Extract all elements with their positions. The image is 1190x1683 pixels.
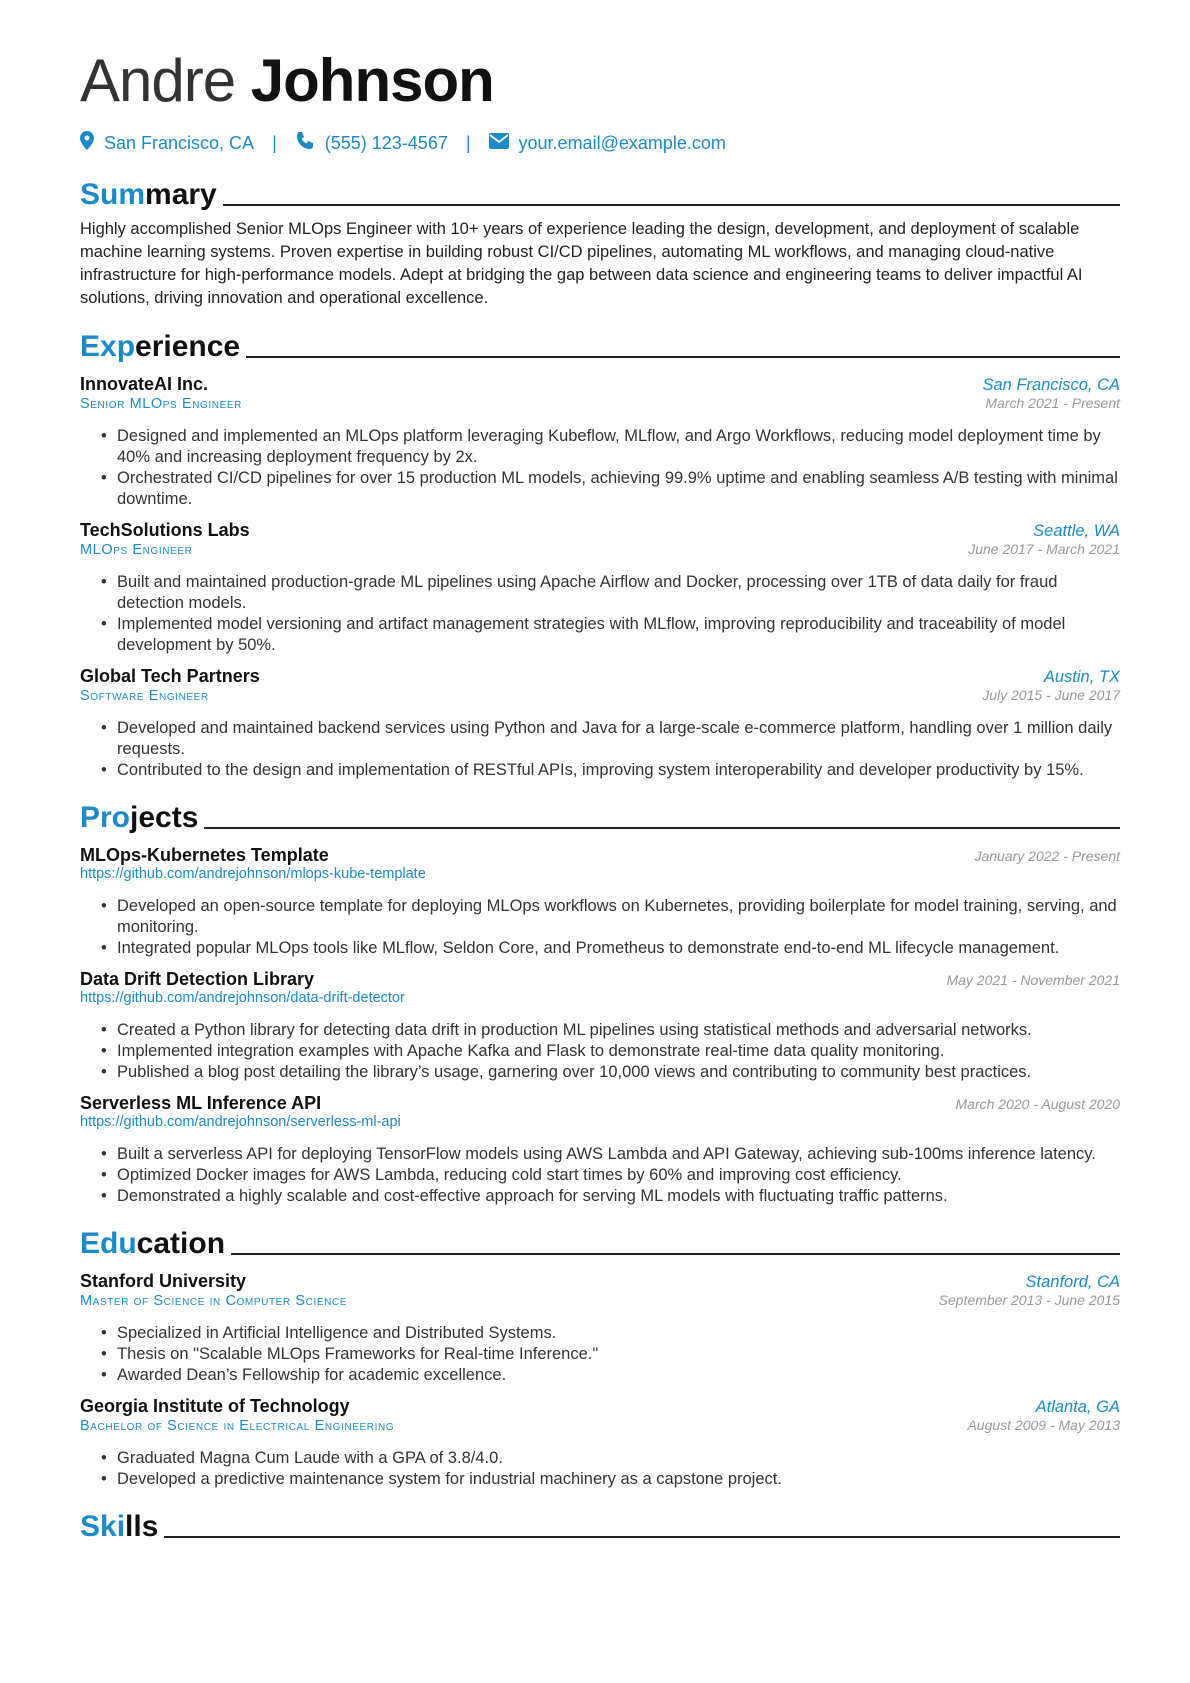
school-location: Stanford, CA — [1025, 1273, 1120, 1291]
education-entry — [80, 1396, 1120, 1490]
job-role: Software Engineer — [80, 688, 209, 704]
project-bullets — [80, 896, 1120, 959]
company-name: Global Tech Partners — [80, 666, 260, 686]
list-item: • Graduated Magna Cum Laude with a GPA of 3.8/4.0. — [117, 1448, 1120, 1469]
list-item: • Implemented integration examples with Apache Kafka and Flask to demonstrate real-time data quality monitoring. — [117, 1041, 1120, 1062]
email-text: your.email@example.com — [518, 132, 726, 153]
company-name: TechSolutions Labs — [80, 520, 250, 540]
candidate-name — [80, 42, 1120, 120]
job-location: Seattle, WA — [1033, 522, 1120, 540]
list-item: • Published a blog post detailing the library’s usage, garnering over 10,000 views and contributing to community best practices. — [117, 1062, 1120, 1083]
section-rule — [246, 356, 1120, 358]
section-title: Education — [80, 1227, 226, 1260]
projects-heading — [80, 793, 1120, 835]
job-dates: March 2021 - Present — [985, 395, 1120, 411]
experience-entry — [80, 374, 1120, 510]
section-rule — [204, 827, 1120, 829]
contact-bar — [80, 128, 1120, 158]
list-item: • Developed an open-source template for deploying MLOps workflows on Kubernetes, providing boilerplate for model training, serving, and monitoring. — [117, 896, 1120, 938]
summary-heading — [80, 170, 1120, 212]
project-name: Serverless ML Inference API — [80, 1093, 322, 1113]
job-dates: July 2015 - June 2017 — [982, 687, 1120, 703]
job-bullets — [80, 426, 1120, 510]
education-entry — [80, 1271, 1120, 1386]
project-dates: May 2021 - November 2021 — [946, 972, 1120, 988]
project-link[interactable]: https://github.com/andrejohnson/mlops-kube-template — [80, 866, 426, 882]
list-item: • Developed a predictive maintenance system for industrial machinery as a capstone project. — [117, 1469, 1120, 1490]
list-item: • Designed and implemented an MLOps platform leveraging Kubeflow, MLflow, and Argo Workflows, reducing model deployment time by 40% and increasing deployment frequency by 2x. — [117, 426, 1120, 468]
school-dates: August 2009 - May 2013 — [967, 1417, 1120, 1433]
list-item: • Specialized in Artificial Intelligence and Distributed Systems. — [117, 1323, 1120, 1344]
education-bullets — [80, 1323, 1120, 1386]
contact-email[interactable] — [489, 133, 726, 154]
list-item: • Developed and maintained backend services using Python and Java for a large-scale e-commerce platform, handling over 1 million daily requests. — [117, 718, 1120, 760]
company-name: InnovateAI Inc. — [80, 374, 209, 394]
skills-heading — [80, 1502, 1120, 1544]
last-name: Johnson — [250, 47, 494, 114]
experience-entry — [80, 666, 1120, 781]
list-item: • Optimized Docker images for AWS Lambda, reducing cold start times by 60% and improving cost efficiency. — [117, 1165, 1120, 1186]
job-location: Austin, TX — [1043, 668, 1120, 686]
list-item: • Created a Python library for detecting data drift in production ML pipelines using statistical methods and adversarial networks. — [117, 1020, 1120, 1041]
location-text: San Francisco, CA — [104, 132, 255, 153]
project-entry — [80, 1093, 1120, 1207]
envelope-icon — [489, 133, 519, 154]
list-item: • Thesis on "Scalable MLOps Frameworks for Real-time Inference." — [117, 1344, 1120, 1365]
section-title: Experience — [80, 330, 241, 363]
list-item: • Awarded Dean’s Fellowship for academic excellence. — [117, 1365, 1120, 1386]
project-name: Data Drift Detection Library — [80, 969, 315, 989]
project-dates: January 2022 - Present — [974, 848, 1120, 864]
education-bullets — [80, 1448, 1120, 1490]
section-title: Projects — [80, 801, 199, 834]
project-dates: March 2020 - August 2020 — [955, 1096, 1120, 1112]
job-bullets — [80, 718, 1120, 781]
experience-heading — [80, 322, 1120, 364]
school-name: Georgia Institute of Technology — [80, 1396, 350, 1416]
project-link[interactable]: https://github.com/andrejohnson/data-drift-detector — [80, 990, 405, 1006]
section-rule — [231, 1253, 1120, 1255]
school-name: Stanford University — [80, 1271, 247, 1291]
school-location: Atlanta, GA — [1035, 1398, 1120, 1416]
list-item: • Implemented model versioning and artifact management strategies with MLflow, improving reproducibility and traceability of model development by 50%. — [117, 614, 1120, 656]
project-link[interactable]: https://github.com/andrejohnson/serverless-ml-api — [80, 1114, 401, 1130]
education-heading — [80, 1219, 1120, 1261]
summary-text: Highly accomplished Senior MLOps Engineer with 10+ years of experience leading the design, development, and deployment of scalable machine learning systems. Proven expertise in building robust CI/CD pipelines, automating ML workflows, and managing cloud-native infrastructure for high-performance models. Adept at bridging the gap between data science and engineering teams to deliver impactful AI solutions, driving innovation and operational excellence. — [80, 220, 1083, 307]
contact-separator: | — [272, 132, 277, 153]
list-item: • Built and maintained production-grade ML pipelines using Apache Airflow and Docker, processing over 1TB of data daily for fraud detection models. — [117, 572, 1120, 614]
phone-icon — [295, 131, 325, 156]
experience-entry — [80, 520, 1120, 656]
job-location: San Francisco, CA — [982, 376, 1120, 394]
map-pin-icon — [80, 131, 104, 155]
job-role: Senior MLOps Engineer — [80, 396, 242, 412]
contact-separator: | — [465, 132, 471, 153]
section-title: Summary — [80, 178, 217, 211]
list-item: • Demonstrated a highly scalable and cost-effective approach for serving ML models with fluctuating traffic patterns. — [117, 1186, 1120, 1207]
job-bullets — [80, 572, 1120, 656]
section-rule — [223, 204, 1120, 206]
list-item: • Orchestrated CI/CD pipelines for over 15 production ML models, achieving 99.9% uptime and enabling seamless A/B testing with minimal downtime. — [117, 468, 1120, 510]
section-rule — [164, 1536, 1120, 1538]
project-name: MLOps-Kubernetes Template — [80, 845, 329, 865]
project-entry — [80, 969, 1120, 1083]
job-dates: June 2017 - March 2021 — [968, 541, 1120, 557]
contact-phone[interactable] — [295, 131, 448, 156]
project-bullets — [80, 1020, 1120, 1083]
project-entry — [80, 845, 1120, 959]
degree: Master of Science in Computer Science — [80, 1293, 348, 1309]
phone-text: (555) 123-4567 — [324, 132, 448, 153]
degree: Bachelor of Science in Electrical Engineering — [80, 1418, 395, 1434]
list-item: • Contributed to the design and implementation of RESTful APIs, improving system interoperability and developer productivity by 15%. — [117, 760, 1120, 781]
contact-location — [80, 131, 254, 155]
school-dates: September 2013 - June 2015 — [938, 1292, 1120, 1308]
project-bullets — [80, 1144, 1120, 1207]
list-item: • Built a serverless API for deploying TensorFlow models using AWS Lambda and API Gateway, achieving sub-100ms inference latency. — [117, 1144, 1120, 1165]
first-name: Andre — [80, 47, 236, 114]
job-role: MLOps Engineer — [80, 542, 193, 558]
section-title: Skills — [80, 1510, 159, 1543]
list-item: • Integrated popular MLOps tools like MLflow, Seldon Core, and Prometheus to demonstrate end-to-end ML lifecycle management. — [117, 938, 1120, 959]
